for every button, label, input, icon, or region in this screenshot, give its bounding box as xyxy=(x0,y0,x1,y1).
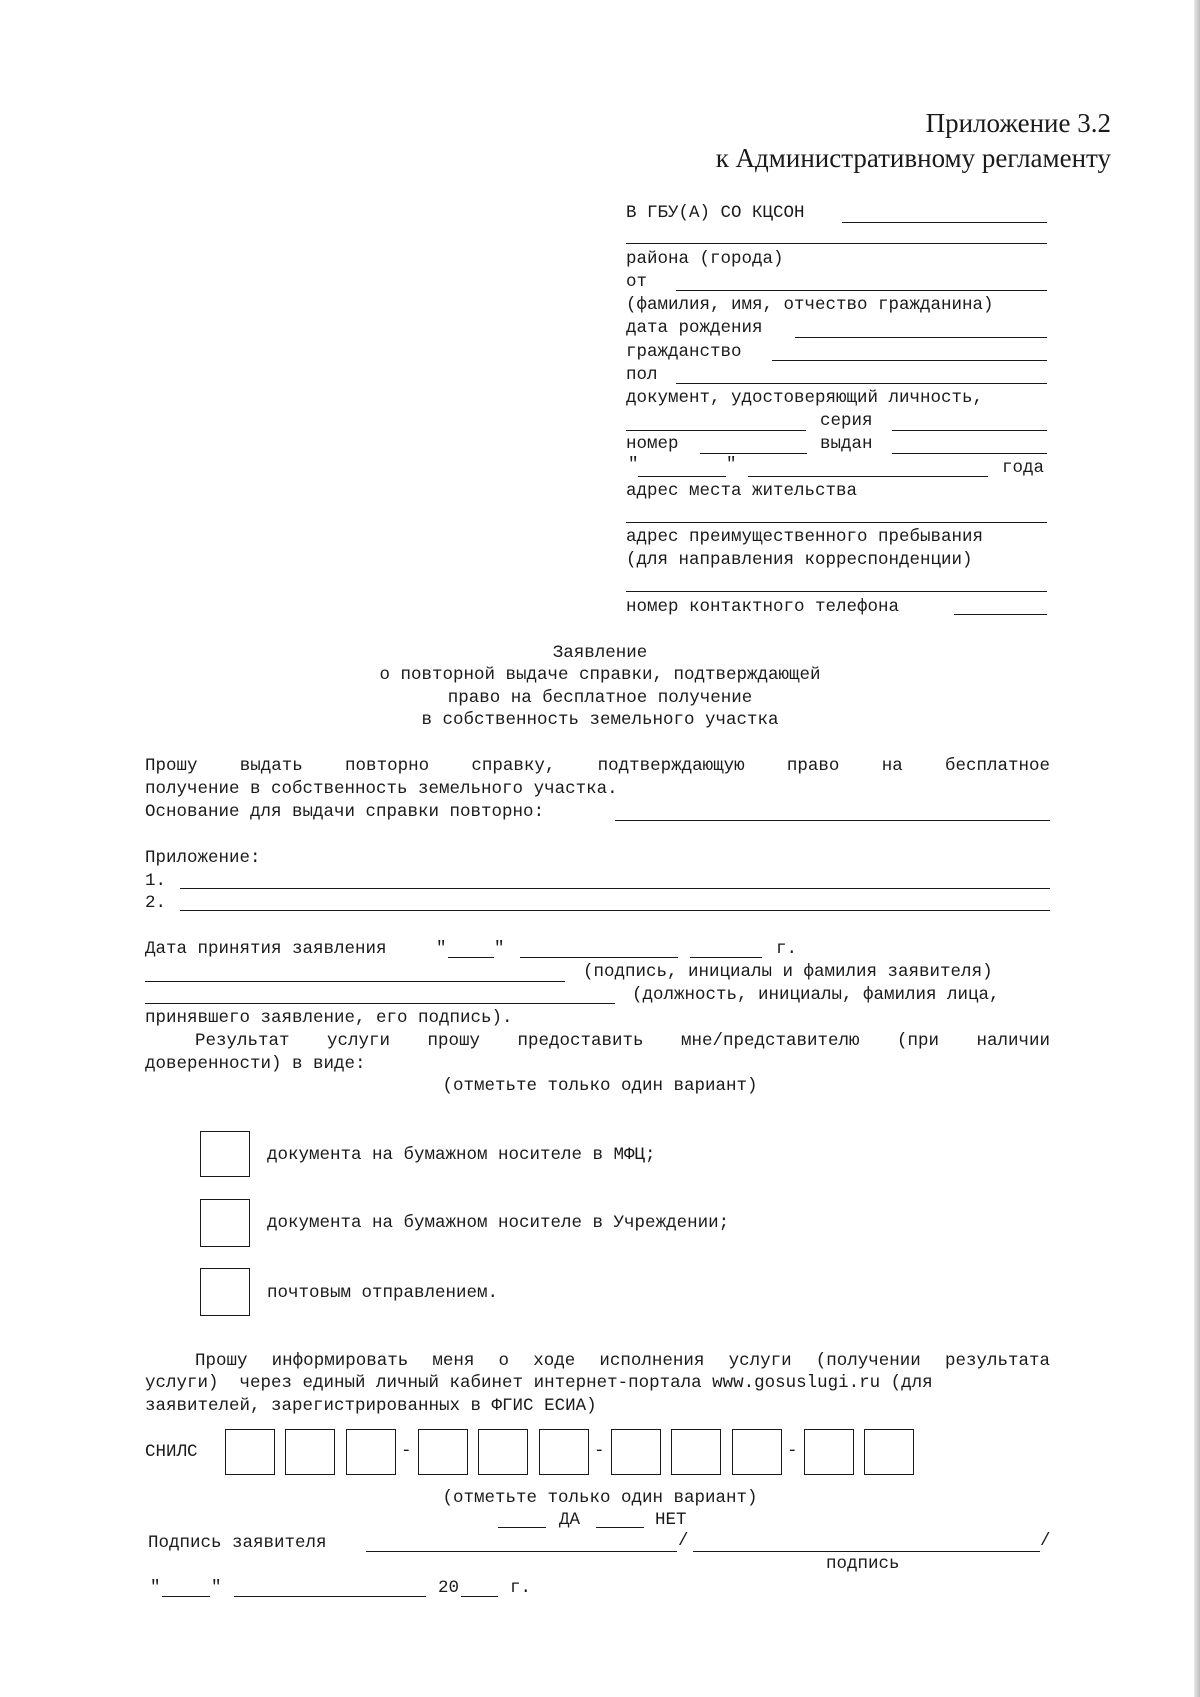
from-field[interactable] xyxy=(676,290,1047,291)
signature-slash-2: / xyxy=(1040,1531,1051,1551)
series-field[interactable] xyxy=(892,430,1047,431)
option-mfc-label: документа на бумажном носителе в МФЦ; xyxy=(267,1145,656,1165)
notify-one-option-hint: (отметьте только один вариант) xyxy=(442,1488,758,1508)
attachments-label: Приложение: xyxy=(145,848,261,868)
snils-digit-3[interactable] xyxy=(346,1429,396,1475)
snils-digit-1[interactable] xyxy=(225,1429,275,1475)
notify-paragraph-line2: услуги) через единый личный кабинет интернет-портала www.gosuslugi.ru (для xyxy=(145,1373,933,1393)
sign-day-field[interactable] xyxy=(162,1596,210,1597)
number-field[interactable] xyxy=(700,453,807,454)
issue-day-field[interactable] xyxy=(638,476,726,477)
attachment-2-number: 2. xyxy=(145,893,167,913)
snils-digit-11[interactable] xyxy=(864,1429,914,1475)
appendix-reference: к Административному регламенту xyxy=(715,143,1111,173)
acceptance-day-quote-close: " xyxy=(494,939,505,959)
citizenship-field[interactable] xyxy=(772,360,1047,361)
applicant-signature-line[interactable] xyxy=(366,1551,677,1552)
gender-field[interactable] xyxy=(676,383,1047,384)
snils-digit-6[interactable] xyxy=(539,1429,589,1475)
sign-month-field[interactable] xyxy=(234,1596,426,1597)
official-signature-field[interactable] xyxy=(145,1003,615,1004)
applicant-name-line[interactable] xyxy=(693,1551,1040,1552)
sign-year-suffix: г. xyxy=(510,1578,532,1598)
basis-field[interactable] xyxy=(615,820,1050,821)
result-paragraph-line2: доверенности) в виде: xyxy=(145,1054,366,1074)
attachment-1-field[interactable] xyxy=(180,888,1050,889)
signature-slash-1: / xyxy=(678,1531,689,1551)
acceptance-day-quote-open: " xyxy=(436,939,447,959)
option-mail-checkbox[interactable] xyxy=(200,1268,250,1316)
snils-dash-2: - xyxy=(594,1441,605,1461)
option-mfc-checkbox[interactable] xyxy=(200,1131,250,1177)
applicant-signature-field[interactable] xyxy=(145,981,565,982)
appendix-number: Приложение 3.2 xyxy=(925,108,1111,138)
yes-mark-field[interactable] xyxy=(498,1527,546,1528)
option-institution-label: документа на бумажном носителе в Учреждении; xyxy=(267,1213,730,1233)
attachment-1-number: 1. xyxy=(145,871,167,891)
yes-label: ДА xyxy=(559,1510,581,1530)
snils-digit-8[interactable] xyxy=(671,1429,721,1475)
id-document-field[interactable] xyxy=(626,430,806,431)
official-signature-hint-2: принявшего заявление, его подпись). xyxy=(145,1008,513,1028)
sign-year-field[interactable] xyxy=(461,1596,498,1597)
to-label: В ГБУ(А) СО КЦСОН xyxy=(626,203,805,223)
option-institution-checkbox[interactable] xyxy=(200,1199,250,1247)
applicant-signature-hint: (подпись, инициалы и фамилия заявителя) xyxy=(583,962,993,982)
snils-dash-1: - xyxy=(401,1441,412,1461)
to-field[interactable] xyxy=(842,222,1047,223)
issue-day-quote-open: " xyxy=(628,455,639,475)
issue-date-field[interactable] xyxy=(748,476,988,477)
notify-paragraph-line1: Прошу информировать меня о ходе исполнения услуги (получении результата xyxy=(195,1351,1050,1371)
request-paragraph-line1: Прошу выдать повторно справку, подтверждающую право на бесплатное xyxy=(145,756,1050,776)
attachment-2-field[interactable] xyxy=(180,910,1050,911)
one-option-hint: (отметьте только один вариант) xyxy=(442,1076,758,1096)
district-label: района (города) xyxy=(626,249,784,269)
issued-field[interactable] xyxy=(892,453,1047,454)
acceptance-year-field[interactable] xyxy=(690,957,762,958)
snils-digit-9[interactable] xyxy=(732,1429,782,1475)
residence-field[interactable] xyxy=(626,522,1047,523)
sign-day-quote-open: " xyxy=(150,1578,161,1598)
stay-address-hint: (для направления корреспонденции) xyxy=(626,550,973,570)
snils-digit-10[interactable] xyxy=(804,1429,854,1475)
birth-label: дата рождения xyxy=(626,318,763,338)
result-paragraph-line1: Результат услуги прошу предоставить мне/представителю (при наличии xyxy=(195,1031,1050,1051)
official-signature-hint: (должность, инициалы, фамилия лица, xyxy=(632,985,1000,1005)
document-title: Заявление xyxy=(552,643,648,663)
acceptance-month-field[interactable] xyxy=(520,957,678,958)
gender-label: пол xyxy=(626,365,658,385)
snils-dash-3: - xyxy=(787,1441,798,1461)
issued-label: выдан xyxy=(820,434,873,454)
acceptance-date-label: Дата принятия заявления xyxy=(145,939,387,959)
id-document-label: документ, удостоверяющий личность, xyxy=(626,388,984,408)
from-label: от xyxy=(626,272,648,292)
signature-hint: подпись xyxy=(826,1554,900,1574)
stay-address-field[interactable] xyxy=(626,591,1047,592)
to-field-line2[interactable] xyxy=(626,243,1047,244)
document-subtitle-1: о повторной выдаче справки, подтверждающей xyxy=(379,665,821,685)
no-label: НЕТ xyxy=(655,1510,687,1530)
request-paragraph-line2: получение в собственность земельного участка. xyxy=(145,779,618,799)
applicant-signature-label: Подпись заявителя xyxy=(148,1533,327,1553)
document-subtitle-2: право на бесплатное получение xyxy=(447,688,753,708)
acceptance-day-field[interactable] xyxy=(448,957,494,958)
sign-year-prefix: 20 xyxy=(438,1578,460,1598)
year-label: года xyxy=(1002,458,1045,478)
number-label: номер xyxy=(626,434,679,454)
stay-address-label: адрес преимущественного пребывания xyxy=(626,527,984,547)
issue-day-quote-close: " xyxy=(726,455,737,475)
sign-day-quote-close: " xyxy=(211,1578,222,1598)
snils-digit-4[interactable] xyxy=(418,1429,468,1475)
snils-label: СНИЛС xyxy=(145,1442,198,1462)
snils-digit-2[interactable] xyxy=(285,1429,335,1475)
notify-paragraph-line3: заявителей, зарегистрированных в ФГИС ЕСИА) xyxy=(145,1396,597,1416)
phone-label: номер контактного телефона xyxy=(626,597,900,617)
basis-label: Основание для выдачи справки повторно: xyxy=(145,802,545,822)
residence-label: адрес места жительства xyxy=(626,481,858,501)
snils-digit-7[interactable] xyxy=(611,1429,661,1475)
phone-field[interactable] xyxy=(954,614,1047,615)
fio-hint: (фамилия, имя, отчество гражданина) xyxy=(626,295,994,315)
acceptance-year-suffix: г. xyxy=(776,939,798,959)
birth-field[interactable] xyxy=(795,337,1047,338)
citizenship-label: гражданство xyxy=(626,342,742,362)
page-edge-shadow xyxy=(1194,0,1200,1697)
snils-digit-5[interactable] xyxy=(478,1429,528,1475)
option-mail-label: почтовым отправлением. xyxy=(267,1283,499,1303)
document-subtitle-3: в собственность земельного участка xyxy=(421,710,779,730)
no-mark-field[interactable] xyxy=(596,1527,644,1528)
series-label: серия xyxy=(820,411,873,431)
